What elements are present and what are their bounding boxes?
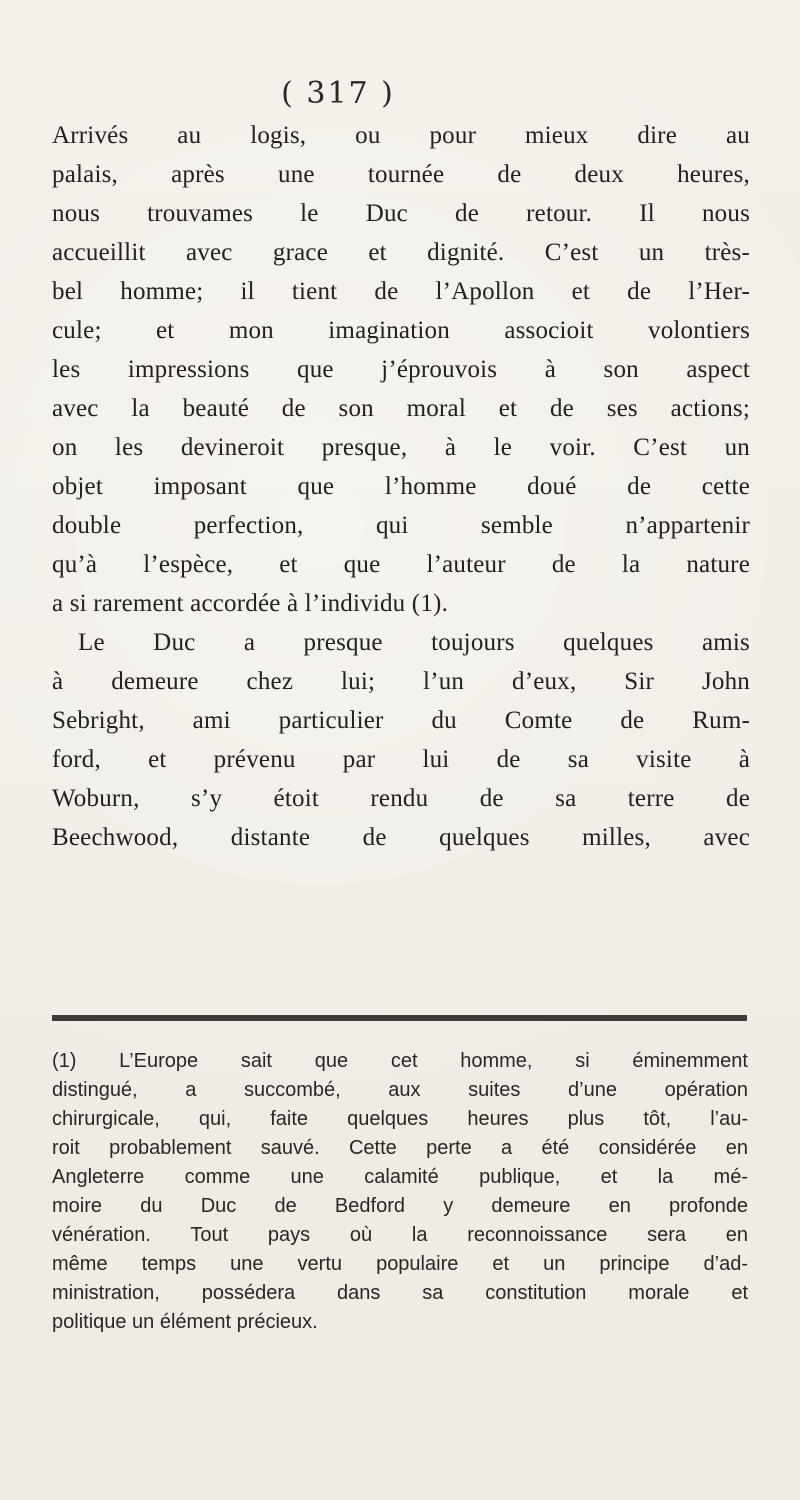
body-line-7: les impressions que j’éprouvois à son aspect <box>52 356 750 383</box>
body-line-17: ford, et prévenu par lui de sa visite à <box>52 746 750 773</box>
body-line-14: Le Duc a presque toujours quelques amis <box>78 629 750 656</box>
body-line-16: Sebright, ami particulier du Comte de Rum- <box>52 707 750 734</box>
page-number: ( 317 ) <box>281 76 395 111</box>
footnote-line-5: Angleterre comme une calamité publique, et la mé- <box>52 1166 748 1188</box>
body-line-8: avec la beauté de son moral et de ses actions; <box>52 395 750 422</box>
body-line-10: objet imposant que l’homme doué de cette <box>52 473 750 500</box>
body-line-18: Woburn, s’y étoit rendu de sa terre de <box>52 785 750 812</box>
footnote-divider <box>52 1015 747 1021</box>
body-line-19: Beechwood, distante de quelques milles, avec <box>52 824 750 851</box>
footnote-line-7: vénération. Tout pays où la reconnoissance sera en <box>52 1224 748 1246</box>
body-line-5: bel homme; il tient de l’Apollon et de l’Her- <box>52 278 750 305</box>
body-line-6: cule; et mon imagination associoit volontiers <box>52 317 750 344</box>
footnote-line-10: politique un élément précieux. <box>52 1311 318 1333</box>
body-line-2: palais, après une tournée de deux heures, <box>52 161 750 188</box>
body-line-4: accueillit avec grace et dignité. C’est un très- <box>52 239 750 266</box>
footnote-line-4: roit probablement sauvé. Cette perte a été considérée en <box>52 1137 748 1159</box>
body-line-11: double perfection, qui semble n’appartenir <box>52 512 750 539</box>
body-line-9: on les devineroit presque, à le voir. C’est un <box>52 434 750 461</box>
footnote-line-2: distingué, a succombé, aux suites d’une opération <box>52 1079 748 1101</box>
body-line-1: Arrivés au logis, ou pour mieux dire au <box>52 122 750 149</box>
footnote-line-9: ministration, possédera dans sa constitution morale et <box>52 1282 748 1304</box>
body-line-12: qu’à l’espèce, et que l’auteur de la nature <box>52 551 750 578</box>
footnote-line-6: moire du Duc de Bedford y demeure en profonde <box>52 1195 748 1217</box>
body-line-15: à demeure chez lui; l’un d’eux, Sir John <box>52 668 750 695</box>
footnote-line-3: chirurgicale, qui, faite quelques heures plus tôt, l’au- <box>52 1108 748 1130</box>
body-line-3: nous trouvames le Duc de retour. Il nous <box>52 200 750 227</box>
footnote-line-1: (1) L’Europe sait que cet homme, si éminemment <box>52 1050 748 1072</box>
body-line-13: a si rarement accordée à l’individu (1). <box>52 590 449 617</box>
footnote-line-8: même temps une vertu populaire et un principe d’ad- <box>52 1253 748 1275</box>
